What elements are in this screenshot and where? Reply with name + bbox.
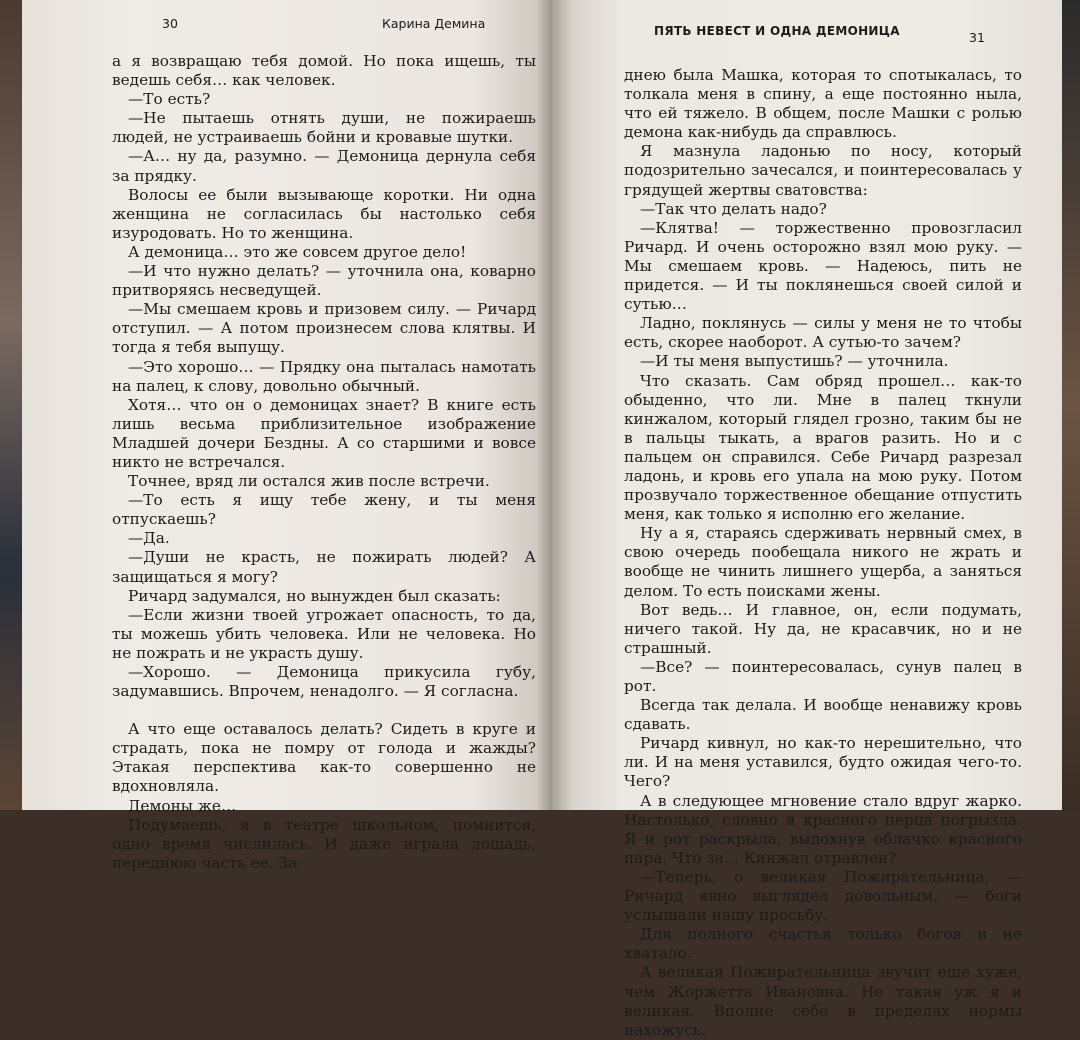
open-book <box>22 0 1062 1039</box>
paragraph: Хотя… что он о демоницах знает? В книге есть лишь весьма приблизительное изображение Младшей дочери Бездны. А со старшими и вовсе никто не встречался. <box>112 395 536 471</box>
paragraph: Подумаешь, я в театре школьном, помнится, одно время числилась. И даже играла лошадь, переднюю часть ее. За- <box>112 815 536 872</box>
paragraph: Ну а я, стараясь сдерживать нервный смех, в свою очередь пообещала никого не жрать и вообще не чинить лишнего ущерба, а заняться делом. То есть поисками жены. <box>624 524 1022 600</box>
left-page <box>22 0 552 872</box>
paragraph: Всегда так делала. И вообще ненавижу кровь сдавать. <box>624 696 1022 734</box>
paragraph: —Души не красть, не пожирать людей? А защищаться я могу? <box>112 548 536 586</box>
paragraph: —Хорошо. — Демоница прикусила губу, задумавшись. Впрочем, ненадолго. — Я согласна. <box>112 663 536 701</box>
paragraph: —Если жизни твоей угрожает опасность, то да, ты можешь убить человека. Или не человека. Но не пожрать и не украсть душу. <box>112 605 536 662</box>
paragraph: —А… ну да, разумно. — Демоница дернула себя за прядку. <box>112 147 536 185</box>
paragraph: —Мы смешаем кровь и призовем силу. — Ричард отступил. — А потом произнесем слова клятвы. И тогда я тебя выпущу. <box>112 300 536 357</box>
paragraph: —Это хорошо… — Прядку она пыталась намотать на палец, к слову, довольно обычный. <box>112 357 536 395</box>
paragraph: Точнее, вряд ли остался жив после встречи. <box>128 472 490 491</box>
right-running-head <box>624 8 1022 45</box>
paragraph: —И ты меня выпустишь? — уточнила. <box>640 352 949 371</box>
paragraph: Я мазнула ладонью по носу, который подозрительно зачесался, и поинтересовалась у грядущей жертвы сватовства: <box>624 142 1022 199</box>
paragraph: А демоница… это же совсем другое дело! <box>128 242 467 261</box>
paragraph: Для полного счастья только богов и не хватало. <box>624 925 1022 963</box>
paragraph: Вот ведь… И главное, он, если подумать, ничего такой. Ну да, не красавчик, но и не страшный. <box>624 600 1022 657</box>
paragraph: Демоны же… <box>128 796 237 815</box>
paragraph: —Клятва! — торжественно провозгласил Ричард. И очень осторожно взял мою руку. — Мы смешаем кровь. — Надеюсь, пить не придется. — И ты поклянешься своей силой и сутью… <box>624 218 1022 314</box>
right-running-title: ПЯТЬ НЕВЕСТ И ОДНА ДЕМОНИЦА <box>654 24 900 38</box>
paragraph: —То есть? <box>128 90 211 109</box>
paragraph: Ричард задумался, но вынужден был сказать: <box>128 586 501 605</box>
left-running-head <box>112 8 536 38</box>
left-running-title: Карина Демина <box>382 16 486 31</box>
paragraph: Ладно, поклянусь — силы у меня не то чтобы есть, скорее наоборот. А сутью-то зачем? <box>624 314 1022 352</box>
left-page-number: 30 <box>162 16 178 31</box>
paragraph: —Да. <box>128 529 170 548</box>
paragraph: А в следующее мгновение стало вдруг жарко. Настолько, словно я красного перца погрызла. Я и рот раскрыла, выдохнув облачко красного пара. Что за… Кинжал отравлен? <box>624 791 1022 867</box>
paragraph: Волосы ее были вызывающе коротки. Ни одна женщина не согласилась бы настолько себя изуродовать. Но то женщина. <box>112 185 536 242</box>
left-page-text <box>112 52 536 873</box>
paragraph: —И что нужно делать? — уточнила она, коварно притворяясь несведущей. <box>112 262 536 300</box>
right-page <box>552 0 1062 1039</box>
paragraph: а я возвращаю тебя домой. Но пока ищешь, ты ведешь себя… как человек. <box>112 52 536 90</box>
paragraph: Что сказать. Сам обряд прошел… как-то обыденно, что ли. Мне в палец ткнули кинжалом, который глядел грозно, таким бы не в пальцы тыкать, а врагов разить. Но и с пальцем он справился. Себе Ричард разрезал ладонь, и кровь его упала на мою руку. Потом прозвучало торжественное обещание отпустить меня, как только я исполню его желание. <box>624 371 1022 524</box>
paragraph: —Так что делать надо? <box>640 199 827 218</box>
right-page-number: 31 <box>969 30 985 45</box>
right-page-text <box>624 66 1022 1040</box>
paragraph: —Все? — поинтересовалась, сунув палец в рот. <box>624 657 1022 695</box>
paragraph: —То есть я ищу тебе жену, и ты меня отпускаешь? <box>112 491 536 529</box>
paragraph: А что еще оставалось делать? Сидеть в круге и страдать, пока не помру от голода и жажды? Этакая перспектива как-то совершенно не вдохновляла. <box>112 720 536 796</box>
paragraph: Ричард кивнул, но как-то нерешительно, что ли. И на меня уставился, будто ожидая чего-то. Чего? <box>624 734 1022 791</box>
paragraph: днею была Машка, которая то спотыкалась, то толкала меня в спину, а еще постоянно ныла, что ей тяжело. В общем, после Машки с ролью демона как-нибудь да справлюсь. <box>624 66 1022 142</box>
paragraph: —Теперь, о великая Пожирательница, — Ричард явно выглядел довольным, — боги услышали нашу просьбу. <box>624 867 1022 925</box>
section-break <box>112 701 536 720</box>
paragraph: А великая Пожирательница звучит еще хуже, чем Жоржетта Ивановна. Не такая уж я и великая. Вполне себе в пределах нормы нахожусь. <box>624 963 1022 1039</box>
paragraph: —Не пытаешь отнять души, не пожираешь людей, не устраиваешь бойни и кровавые шутки. <box>112 109 536 147</box>
